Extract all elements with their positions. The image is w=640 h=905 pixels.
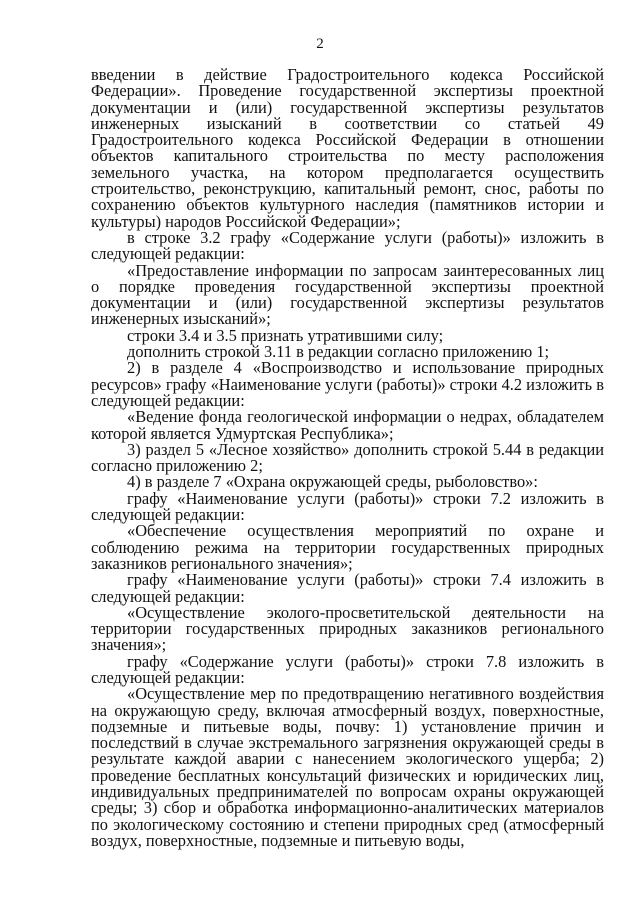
paragraph: дополнить строкой 3.11 в редакции согласно приложению 1; xyxy=(127,342,550,362)
paragraph: графу «Наименование услуги (работы)» строки 7.2 изложить в следующей редакции: xyxy=(91,488,604,525)
paragraph: графу «Содержание услуги (работы)» строки 7.8 изложить в следующей редакции: xyxy=(91,651,604,687)
document-body xyxy=(91,67,604,849)
paragraph: в строке 3.2 графу «Содержание услуги (работы)» изложить в следующей редакции: xyxy=(91,227,604,264)
page-number: 2 xyxy=(316,36,324,52)
paragraph: 3) раздел 5 «Лесное хозяйство» дополнить строкой 5.44 в редакции согласно приложению 2; xyxy=(91,439,604,476)
paragraph: 2) в разделе 4 «Воспроизводство и использование природных ресурсов» графу «Наименование услуги (работы)» строки 4.2 изложить в следующей редакции: xyxy=(91,358,604,410)
paragraph: «Предоставление информации по запросам заинтересованных лиц о порядке проведения государственной экспертизы проектной документации и (или) государственной экспертизы результатов инженерных изысканий»; xyxy=(91,260,604,329)
paragraph: «Ведение фонда геологической информации о недрах, обладателем которой является Удмуртская Республика»; xyxy=(91,407,604,443)
paragraph: 4) в разделе 7 «Охрана окружающей среды, рыболовство»: xyxy=(127,472,538,492)
paragraph: «Осуществление мер по предотвращению негативного воздействия на окружающую среду, включая атмосферный воздух, поверхностные, подземные и питьевые воды, почву: 1) установление причин и последствий в случае экстремального загрязнения окружающей среды в результате каждой аварии с нанесением экологического ущерба; 2) проведение бесплатных консультаций физических и юридических лиц, индивидуальных предпринимателей по вопросам охраны окружающей среды; 3) сбор и обработка информационно-аналитических материалов по экологическому состоянию и степени природных сред (атмосферный воздух, поверхностные, подземные и питьевую воды, xyxy=(91,684,604,850)
paragraph: графу «Наименование услуги (работы)» строки 7.4 изложить в следующей редакции: xyxy=(91,570,604,606)
paragraph: строки 3.4 и 3.5 признать утратившими силу; xyxy=(127,325,444,345)
paragraph: введении в действие Градостроительного кодекса Российской Федерации». Проведение государственной экспертизы проектной документации и (или) государственной экспертизы результатов инженерных изысканий в соответствии со статьей 49 Градостроительного кодекса Российской Федерации в отношении объектов капитального строительства по месту расположения земельного участка, на котором предполагается осуществить строительство, реконструкцию, капитальный ремонт, снос, работы по сохранению объектов культурного наследия (памятников истории и культуры) народов Российской Федерации»; xyxy=(91,65,604,231)
paragraph: «Обеспечение осуществления мероприятий по охране и соблюдению режима на территории государственных природных заказников регионального значения»; xyxy=(91,521,604,573)
paragraph: «Осуществление эколого-просветительской деятельности на территории государственных природных заказников регионального значения»; xyxy=(91,602,604,655)
